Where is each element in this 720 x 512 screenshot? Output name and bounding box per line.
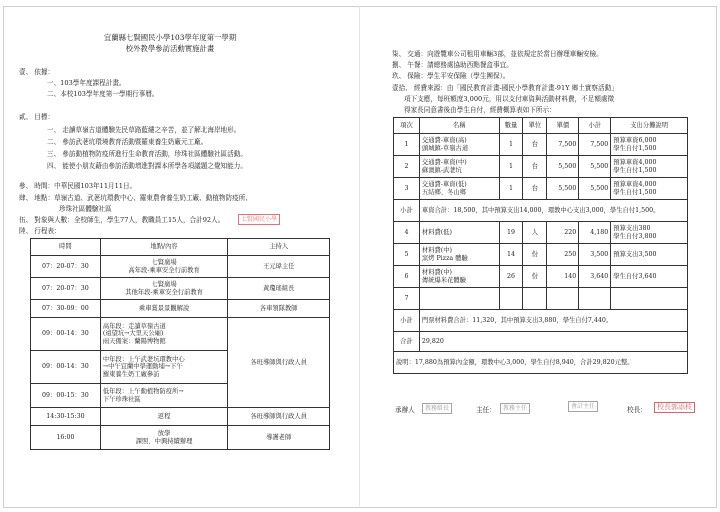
lunch-line: 捌、 午餐：請總務處協助西點餐盒事宜。 — [392, 61, 513, 69]
accountant-stamp: 會計主任 — [568, 401, 598, 412]
insurance-line: 玖、 保險：學生平安保險（學生團保）。 — [392, 72, 510, 80]
director-label: 主任： — [476, 406, 496, 414]
location-line: 肆、 地點：草嶺古道、武荖坑環教中心、羅東農會養生奶工廠、動植物防疫所、 — [19, 194, 252, 202]
basis-item-1: 一、103學年度課程計畫。 — [47, 79, 126, 87]
schedule-merged-host: 各班導師與行政人員 — [228, 318, 330, 408]
goal-item-3: 三、 參訪動植物防疫所進行生命教育活動，珍珠社區體驗社區活動。 — [47, 150, 247, 158]
budget-header-no: 項次 — [394, 118, 420, 134]
budget-table — [393, 117, 688, 374]
school-seal-stamp: 七賢國民小學 — [238, 214, 280, 225]
goal-heading: 貳、 目標： — [19, 113, 55, 121]
undertaker-label: 承辦人 — [395, 406, 415, 414]
schedule-heading: 陸、 行程表： — [19, 227, 61, 235]
director-stamp: 教務主任 — [500, 403, 530, 414]
schedule-row: 14:30-15:30 返程 各班導師與行政人員 — [31, 408, 330, 426]
budget-subtotal-row: 小計 門票材料費合計：11,320，其中預算支出3,880，學生自付7,440。 — [394, 310, 688, 332]
goal-item-2: 二、 參訪武荖坑環境教育活動暨羅東養生奶廠元工廠。 — [47, 138, 208, 146]
budget-row: 7 — [394, 288, 688, 310]
budget-header-qty: 數量 — [499, 118, 523, 134]
budget-header-name: 名稱 — [419, 118, 499, 134]
budget-row: 6 材料費(中) 傳統爆米花體驗 26 份 140 3,640 學生自付3,640 — [394, 266, 688, 288]
page-fold-line — [359, 6, 360, 506]
principal-stamp: 校長郭添枝 — [654, 402, 695, 413]
budget-subtotal-row: 小計 車資合計：18,500，其中預算支出14,000，環教中心支出3,000，學生自付1,500。 — [394, 200, 688, 222]
budget-row: 3 交通費-車資(低) 五結鄉、冬山鄉 1 台 5,500 5,500 預算車資4,000 學生自付1,500 — [394, 178, 688, 200]
location-line-cont: 珍珠社區體驗社區 — [59, 205, 112, 213]
schedule-header-host: 主持人 — [228, 239, 330, 256]
schedule-row: 07：30-09：00 乘車賞景景觀解說 各車領隊教師 — [31, 300, 330, 318]
basis-item-2: 二、本校103學年度第一學期行事曆。 — [47, 90, 159, 98]
undertaker-stamp: 教務組長 — [422, 403, 452, 414]
schedule-row: 16:00 放學 課照、中興持續辦理 導護老師 — [31, 426, 330, 450]
schedule-header-time: 時間 — [31, 239, 101, 256]
budget-header-note: 支出分攤說明 — [611, 118, 688, 134]
goal-item-1: 一、 走讀草嶺古道體驗先民草路藍縷之辛苦，並了解北海岸地形。 — [47, 126, 241, 134]
schedule-table — [30, 238, 330, 450]
budget-row: 5 材料費(中) 窯烤 Pizza 體驗 14 份 250 3,500 預算支出3,500 — [394, 244, 688, 266]
budget-row: 2 交通費-車資(中) 蘇澳鎮-武荖坑 1 台 5,500 5,500 預算車資4,000 學生自付1,500 — [394, 156, 688, 178]
document-subtitle: 校外教學參訪活動實施計畫 — [125, 44, 215, 53]
schedule-row: 09：00-14：30 高年段：走讀草嶺古道 (遠望坑→大里天公廟) 雨天備案：蘭陽博物館 各班導師與行政人員 — [31, 318, 330, 351]
time-line: 參、 時間：中華民國103年11月11日。 — [19, 182, 137, 190]
budget-row: 1 交通費-車資(高) 頭城鎮-草嶺古道 1 台 7,500 7,500 預算車資6,000 學生自付1,500 — [394, 134, 688, 156]
transport-line: 柒、 交通：向遊覽車公司租用車輛3部，並依規定於當日辦理車輛安檢。 — [392, 50, 603, 58]
funding-line-3: 得家長同意書後由學生自付，經費概算表如下所示： — [404, 106, 556, 114]
funding-line: 壹拾、 經費來源：由「國民教育計畫-國民小學教育計畫-91Y 鄉土實察活動」 — [392, 84, 618, 92]
principal-label: 校長： — [627, 406, 647, 414]
budget-total-row: 合計 29,820 — [394, 332, 688, 352]
funding-line-2: 項下支應，每班額度3,000元，用以支付車資與活動材料費，不足額處徵 — [404, 95, 615, 103]
schedule-row: 07：20-07：30 七賢廣場 高年段-乘車安全行前教育 王元瑋主任 — [31, 256, 330, 278]
schedule-header-place: 地點/內容 — [100, 239, 228, 256]
document-title: 宜蘭縣七賢國民小學103學年度第一學期 — [103, 33, 237, 42]
basis-heading: 壹、 依據： — [19, 68, 55, 76]
goal-item-4: 四、 能使小朋友藉由參訪活動增進對課本所學各項議題之覺知能力。 — [47, 162, 247, 170]
schedule-row: 09：00-15：30 低年段：上午動植物防疫所→ 下午珍珠社區 — [31, 384, 330, 408]
schedule-row: 07：20-07：30 七賢廣場 其他年段-乘車安全行前教育 黃瓊瑤組長 — [31, 278, 330, 300]
budget-note-row: 說明：17,880為預算內金額，環教中心3,000，學生自付8,940，合計29,820元整。 — [394, 352, 688, 374]
schedule-row: 09：00-14：30 中年段：上午武荖坑環教中心 →中午宜蘭中學運動埔→下午 羅東養生奶工廠參訪 — [31, 351, 330, 384]
budget-header-subtotal: 小計 — [579, 118, 611, 134]
participants-line: 伍、 對象與人數：全校師生，學生77人，教職員工15人，合計92人。 — [19, 216, 225, 224]
budget-header-unit: 單位 — [523, 118, 547, 134]
budget-row: 4 材料費(低) 19 人 220 4,180 預算支出380 學生自付3,800 — [394, 222, 688, 244]
budget-header-price: 單價 — [547, 118, 579, 134]
